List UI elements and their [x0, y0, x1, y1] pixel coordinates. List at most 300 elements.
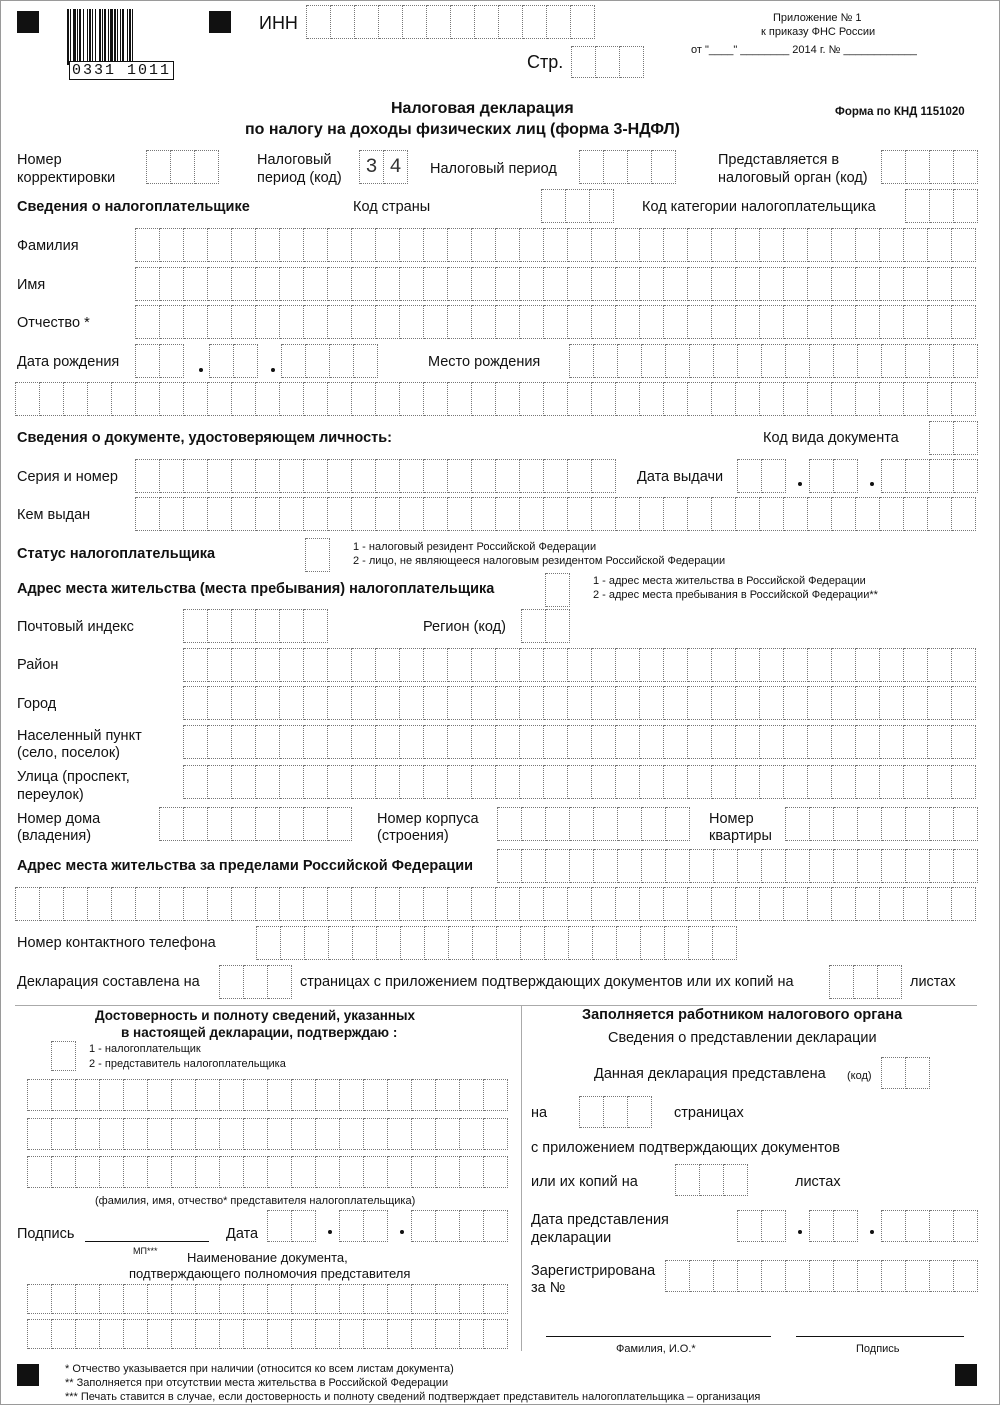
entry-cell[interactable]	[832, 382, 856, 416]
entry-cell[interactable]	[642, 849, 666, 883]
entry-cell[interactable]	[148, 1118, 172, 1150]
entry-cell[interactable]	[280, 725, 304, 759]
entry-cell[interactable]	[688, 887, 712, 921]
entry-cell[interactable]	[714, 1260, 738, 1292]
entry-cell[interactable]	[930, 1210, 954, 1242]
birth-place-field-1[interactable]	[569, 344, 978, 378]
entry-cell[interactable]	[858, 849, 882, 883]
entry-cell[interactable]	[930, 189, 954, 223]
entry-cell[interactable]	[496, 228, 520, 262]
entry-cell[interactable]	[400, 725, 424, 759]
entry-cell[interactable]	[688, 686, 712, 720]
entry-cell[interactable]	[592, 459, 616, 493]
entry-cell[interactable]	[736, 228, 760, 262]
entry-cell[interactable]	[424, 765, 448, 799]
entry-cell[interactable]	[738, 1210, 762, 1242]
entry-cell[interactable]	[930, 421, 954, 455]
entry-cell[interactable]	[232, 267, 256, 301]
entry-cell[interactable]	[856, 686, 880, 720]
entry-cell[interactable]	[521, 926, 545, 960]
entry-cell[interactable]	[160, 807, 184, 841]
entry-cell[interactable]	[210, 344, 234, 378]
entry-cell[interactable]	[738, 1260, 762, 1292]
entry-cell[interactable]	[832, 267, 856, 301]
entry-cell[interactable]	[268, 965, 292, 999]
entry-cell[interactable]	[316, 1079, 340, 1111]
city-field[interactable]	[183, 686, 976, 720]
entry-cell[interactable]	[738, 344, 762, 378]
entry-cell[interactable]	[28, 1079, 52, 1111]
entry-cell[interactable]	[832, 648, 856, 682]
entry-cell[interactable]	[100, 1319, 124, 1349]
entry-cell[interactable]	[808, 648, 832, 682]
entry-cell[interactable]	[184, 609, 208, 643]
entry-cell[interactable]	[280, 305, 304, 339]
entry-cell[interactable]	[256, 765, 280, 799]
entry-cell[interactable]	[232, 228, 256, 262]
entry-cell[interactable]	[760, 725, 784, 759]
entry-cell[interactable]	[328, 686, 352, 720]
entry-cell[interactable]	[136, 267, 160, 301]
entry-cell[interactable]	[160, 459, 184, 493]
entry-cell[interactable]	[184, 725, 208, 759]
entry-cell[interactable]	[496, 382, 520, 416]
entry-cell[interactable]	[424, 228, 448, 262]
entry-cell[interactable]	[666, 344, 690, 378]
entry-cell[interactable]	[496, 887, 520, 921]
entry-cell[interactable]	[412, 1319, 436, 1349]
entry-cell[interactable]	[304, 807, 328, 841]
entry-cell[interactable]	[196, 1319, 220, 1349]
entry-cell[interactable]	[268, 1118, 292, 1150]
issue-day-field[interactable]	[737, 459, 786, 493]
entry-cell[interactable]	[424, 686, 448, 720]
entry-cell[interactable]	[784, 382, 808, 416]
entry-cell[interactable]	[124, 1319, 148, 1349]
entry-cell[interactable]	[472, 887, 496, 921]
entry-cell[interactable]	[244, 1284, 268, 1314]
entry-cell[interactable]	[784, 497, 808, 531]
entry-cell[interactable]	[592, 228, 616, 262]
entry-cell[interactable]	[664, 267, 688, 301]
entry-cell[interactable]	[412, 1118, 436, 1150]
entry-cell[interactable]	[882, 1210, 906, 1242]
entry-cell[interactable]	[364, 1319, 388, 1349]
entry-cell[interactable]	[570, 849, 594, 883]
entry-cell[interactable]	[220, 1156, 244, 1188]
entry-cell[interactable]	[880, 765, 904, 799]
entry-cell[interactable]	[256, 497, 280, 531]
entry-cell[interactable]	[544, 887, 568, 921]
entry-cell[interactable]	[928, 382, 952, 416]
entry-cell[interactable]	[256, 459, 280, 493]
entry-cell[interactable]	[208, 497, 232, 531]
category-code-field[interactable]	[905, 189, 978, 223]
entry-cell[interactable]	[520, 765, 544, 799]
entry-cell[interactable]	[136, 459, 160, 493]
entry-cell[interactable]	[590, 189, 614, 223]
entry-cell[interactable]	[148, 1079, 172, 1111]
entry-cell[interactable]	[760, 497, 784, 531]
entry-cell[interactable]	[484, 1319, 508, 1349]
entry-cell[interactable]	[304, 305, 328, 339]
entry-cell[interactable]	[352, 382, 376, 416]
entry-cell[interactable]	[220, 1079, 244, 1111]
entry-cell[interactable]	[616, 267, 640, 301]
entry-cell[interactable]	[52, 1284, 76, 1314]
tax-period-field[interactable]	[579, 150, 676, 184]
entry-cell[interactable]	[676, 1164, 700, 1196]
entry-cell[interactable]	[220, 1319, 244, 1349]
entry-cell[interactable]	[484, 1210, 508, 1242]
entry-cell[interactable]	[256, 807, 280, 841]
entry-cell[interactable]	[448, 382, 472, 416]
entry-cell[interactable]	[340, 1156, 364, 1188]
entry-cell[interactable]	[952, 267, 976, 301]
entry-cell[interactable]	[952, 765, 976, 799]
entry-cell[interactable]	[208, 725, 232, 759]
entry-cell[interactable]	[412, 1284, 436, 1314]
office-sheets-field[interactable]	[675, 1164, 748, 1196]
entry-cell[interactable]	[195, 150, 219, 184]
entry-cell[interactable]	[568, 725, 592, 759]
entry-cell[interactable]	[544, 686, 568, 720]
entry-cell[interactable]	[172, 1156, 196, 1188]
entry-cell[interactable]	[904, 305, 928, 339]
entry-cell[interactable]	[76, 1156, 100, 1188]
entry-cell[interactable]	[904, 725, 928, 759]
entry-cell[interactable]	[640, 887, 664, 921]
entry-cell[interactable]	[882, 344, 906, 378]
entry-cell[interactable]	[954, 807, 978, 841]
entry-cell[interactable]	[810, 849, 834, 883]
entry-cell[interactable]	[304, 459, 328, 493]
entry-cell[interactable]	[738, 849, 762, 883]
entry-cell[interactable]	[304, 887, 328, 921]
entry-cell[interactable]	[364, 1284, 388, 1314]
entry-cell[interactable]	[472, 267, 496, 301]
entry-cell[interactable]	[76, 1319, 100, 1349]
entry-cell[interactable]	[604, 150, 628, 184]
entry-cell[interactable]	[664, 725, 688, 759]
entry-cell[interactable]	[664, 382, 688, 416]
entry-cell[interactable]	[808, 497, 832, 531]
representative-fio-field-3[interactable]	[27, 1156, 508, 1188]
entry-cell[interactable]	[448, 497, 472, 531]
entry-cell[interactable]	[954, 1210, 978, 1242]
entry-cell[interactable]	[640, 382, 664, 416]
entry-cell[interactable]	[808, 267, 832, 301]
entry-cell[interactable]	[592, 765, 616, 799]
entry-cell[interactable]	[652, 150, 676, 184]
entry-cell[interactable]	[88, 382, 112, 416]
entry-cell[interactable]	[640, 765, 664, 799]
entry-cell[interactable]	[424, 305, 448, 339]
entry-cell[interactable]	[232, 807, 256, 841]
entry-cell[interactable]	[280, 609, 304, 643]
entry-cell[interactable]	[232, 609, 256, 643]
entry-cell[interactable]	[618, 807, 642, 841]
entry-cell[interactable]	[136, 228, 160, 262]
entry-cell[interactable]	[594, 344, 618, 378]
entry-cell[interactable]	[112, 382, 136, 416]
entry-cell[interactable]	[736, 887, 760, 921]
entry-cell[interactable]	[954, 459, 978, 493]
entry-cell[interactable]	[760, 267, 784, 301]
entry-cell[interactable]	[880, 228, 904, 262]
entry-cell[interactable]	[268, 1156, 292, 1188]
entry-cell[interactable]	[388, 1118, 412, 1150]
entry-cell[interactable]	[184, 807, 208, 841]
entry-cell[interactable]	[292, 1284, 316, 1314]
entry-cell[interactable]	[352, 686, 376, 720]
entry-cell[interactable]	[364, 1210, 388, 1242]
entry-cell[interactable]	[16, 382, 40, 416]
entry-cell[interactable]	[712, 765, 736, 799]
entry-cell[interactable]	[810, 344, 834, 378]
entry-cell[interactable]	[208, 807, 232, 841]
entry-cell[interactable]	[208, 765, 232, 799]
entry-cell[interactable]	[784, 887, 808, 921]
entry-cell[interactable]	[544, 765, 568, 799]
entry-cell[interactable]	[424, 497, 448, 531]
entry-cell[interactable]	[568, 382, 592, 416]
entry-cell[interactable]	[712, 497, 736, 531]
entry-cell[interactable]	[832, 305, 856, 339]
entry-cell[interactable]	[448, 765, 472, 799]
entry-cell[interactable]	[40, 382, 64, 416]
entry-cell[interactable]	[904, 267, 928, 301]
entry-cell[interactable]	[834, 807, 858, 841]
birth-day-field[interactable]	[135, 344, 184, 378]
entry-cell[interactable]	[136, 382, 160, 416]
entry-cell[interactable]	[628, 150, 652, 184]
entry-cell[interactable]	[232, 648, 256, 682]
entry-cell[interactable]	[928, 648, 952, 682]
entry-cell[interactable]	[858, 344, 882, 378]
entry-cell[interactable]	[352, 459, 376, 493]
entry-cell[interactable]	[952, 648, 976, 682]
entry-cell[interactable]	[856, 765, 880, 799]
entry-cell[interactable]	[280, 459, 304, 493]
entry-cell[interactable]	[618, 849, 642, 883]
entry-cell[interactable]	[436, 1319, 460, 1349]
address-type-field[interactable]	[545, 573, 570, 607]
entry-cell[interactable]	[712, 305, 736, 339]
entry-cell[interactable]	[880, 305, 904, 339]
entry-cell[interactable]	[906, 459, 930, 493]
entry-cell[interactable]	[571, 5, 595, 39]
entry-cell[interactable]	[376, 459, 400, 493]
entry-cell[interactable]	[544, 725, 568, 759]
entry-cell[interactable]	[616, 887, 640, 921]
entry-cell[interactable]	[280, 765, 304, 799]
entry-cell[interactable]	[28, 1319, 52, 1349]
street-field[interactable]	[183, 765, 976, 799]
entry-cell[interactable]	[412, 1156, 436, 1188]
birth-place-field-2[interactable]	[15, 382, 976, 416]
entry-cell[interactable]	[280, 887, 304, 921]
entry-cell[interactable]	[568, 648, 592, 682]
entry-cell[interactable]	[448, 267, 472, 301]
entry-cell[interactable]	[448, 459, 472, 493]
entry-cell[interactable]	[208, 305, 232, 339]
entry-cell[interactable]	[352, 765, 376, 799]
entry-cell[interactable]	[904, 497, 928, 531]
entry-cell[interactable]	[376, 382, 400, 416]
entry-cell[interactable]	[760, 305, 784, 339]
entry-cell[interactable]	[331, 5, 355, 39]
entry-cell[interactable]	[364, 1156, 388, 1188]
entry-cell[interactable]	[617, 926, 641, 960]
entry-cell[interactable]	[736, 497, 760, 531]
entry-cell[interactable]	[340, 1079, 364, 1111]
entry-cell[interactable]	[412, 1079, 436, 1111]
entry-cell[interactable]	[52, 1156, 76, 1188]
entry-cell[interactable]	[808, 305, 832, 339]
entry-cell[interactable]	[292, 1156, 316, 1188]
entry-cell[interactable]	[760, 887, 784, 921]
entry-cell[interactable]	[424, 267, 448, 301]
entry-cell[interactable]	[400, 648, 424, 682]
entry-cell[interactable]	[594, 849, 618, 883]
entry-cell[interactable]	[714, 849, 738, 883]
entry-cell[interactable]	[496, 765, 520, 799]
entry-cell[interactable]	[954, 150, 978, 184]
patronymic-field[interactable]	[135, 305, 976, 339]
entry-cell[interactable]	[572, 46, 596, 78]
entry-cell[interactable]	[930, 150, 954, 184]
entry-cell[interactable]	[904, 887, 928, 921]
entry-cell[interactable]	[880, 725, 904, 759]
entry-cell[interactable]	[307, 5, 331, 39]
entry-cell[interactable]	[784, 725, 808, 759]
entry-cell[interactable]	[112, 887, 136, 921]
entry-cell[interactable]	[520, 887, 544, 921]
entry-cell[interactable]	[954, 344, 978, 378]
entry-cell[interactable]	[316, 1118, 340, 1150]
entry-cell[interactable]	[880, 382, 904, 416]
entry-cell[interactable]	[689, 926, 713, 960]
entry-cell[interactable]	[952, 686, 976, 720]
entry-cell[interactable]	[436, 1156, 460, 1188]
entry-cell[interactable]	[616, 765, 640, 799]
entry-cell[interactable]	[496, 686, 520, 720]
entry-cell[interactable]	[377, 926, 401, 960]
entry-cell[interactable]	[570, 807, 594, 841]
entry-cell[interactable]	[268, 1284, 292, 1314]
entry-cell[interactable]	[784, 765, 808, 799]
entry-cell[interactable]	[448, 686, 472, 720]
entry-cell[interactable]	[257, 926, 281, 960]
entry-cell[interactable]	[436, 1210, 460, 1242]
entry-cell[interactable]	[304, 648, 328, 682]
entry-cell[interactable]	[388, 1079, 412, 1111]
house-field[interactable]	[159, 807, 352, 841]
declaration-pages-field[interactable]	[219, 965, 292, 999]
fio-sign-line[interactable]	[546, 1336, 771, 1337]
signer-type-field[interactable]	[51, 1041, 76, 1071]
entry-cell[interactable]	[376, 725, 400, 759]
entry-cell[interactable]	[712, 382, 736, 416]
entry-cell[interactable]	[388, 1284, 412, 1314]
page-number-field[interactable]	[571, 46, 644, 78]
entry-cell[interactable]	[376, 765, 400, 799]
confirmation-year-field[interactable]	[411, 1210, 508, 1242]
entry-cell[interactable]	[928, 887, 952, 921]
entry-cell[interactable]	[762, 1260, 786, 1292]
entry-cell[interactable]	[880, 887, 904, 921]
entry-cell[interactable]	[88, 887, 112, 921]
entry-cell[interactable]	[401, 926, 425, 960]
entry-cell[interactable]	[472, 305, 496, 339]
entry-cell[interactable]	[688, 305, 712, 339]
office-day-field[interactable]	[737, 1210, 786, 1242]
entry-cell[interactable]	[388, 1319, 412, 1349]
entry-cell[interactable]	[280, 807, 304, 841]
tax-office-code-field[interactable]	[881, 150, 978, 184]
district-field[interactable]	[183, 648, 976, 682]
entry-cell[interactable]	[568, 228, 592, 262]
entry-cell[interactable]	[76, 1284, 100, 1314]
entry-cell[interactable]	[616, 725, 640, 759]
entry-cell[interactable]	[928, 267, 952, 301]
phone-field[interactable]	[256, 926, 737, 960]
entry-cell[interactable]	[664, 765, 688, 799]
entry-cell[interactable]	[724, 1164, 748, 1196]
entry-cell[interactable]	[880, 497, 904, 531]
entry-cell[interactable]	[496, 648, 520, 682]
entry-cell[interactable]	[580, 150, 604, 184]
entry-cell[interactable]	[688, 765, 712, 799]
entry-cell[interactable]	[256, 305, 280, 339]
entry-cell[interactable]	[196, 1079, 220, 1111]
entry-cell[interactable]	[184, 382, 208, 416]
entry-cell[interactable]	[136, 305, 160, 339]
entry-cell[interactable]	[930, 344, 954, 378]
entry-cell[interactable]	[472, 228, 496, 262]
entry-cell[interactable]	[388, 1156, 412, 1188]
entry-cell[interactable]	[616, 382, 640, 416]
entry-cell[interactable]	[592, 382, 616, 416]
entry-cell[interactable]	[906, 849, 930, 883]
entry-cell[interactable]	[808, 765, 832, 799]
entry-cell[interactable]	[760, 765, 784, 799]
submission-code-field[interactable]	[881, 1057, 930, 1089]
entry-cell[interactable]	[52, 1319, 76, 1349]
entry-cell[interactable]	[544, 648, 568, 682]
entry-cell[interactable]	[834, 1260, 858, 1292]
entry-cell[interactable]	[664, 497, 688, 531]
entry-cell[interactable]	[220, 1118, 244, 1150]
entry-cell[interactable]	[184, 686, 208, 720]
entry-cell[interactable]	[376, 267, 400, 301]
entry-cell[interactable]	[484, 1118, 508, 1150]
entry-cell[interactable]	[928, 686, 952, 720]
entry-cell[interactable]	[256, 609, 280, 643]
entry-cell[interactable]	[304, 686, 328, 720]
entry-cell[interactable]	[400, 497, 424, 531]
entry-cell[interactable]	[76, 1079, 100, 1111]
entry-cell[interactable]	[256, 267, 280, 301]
entry-cell[interactable]	[834, 459, 858, 493]
entry-cell[interactable]	[904, 228, 928, 262]
entry-cell[interactable]	[292, 1079, 316, 1111]
entry-cell[interactable]	[664, 648, 688, 682]
entry-cell[interactable]	[379, 5, 403, 39]
status-field[interactable]	[305, 538, 330, 572]
entry-cell[interactable]	[352, 267, 376, 301]
